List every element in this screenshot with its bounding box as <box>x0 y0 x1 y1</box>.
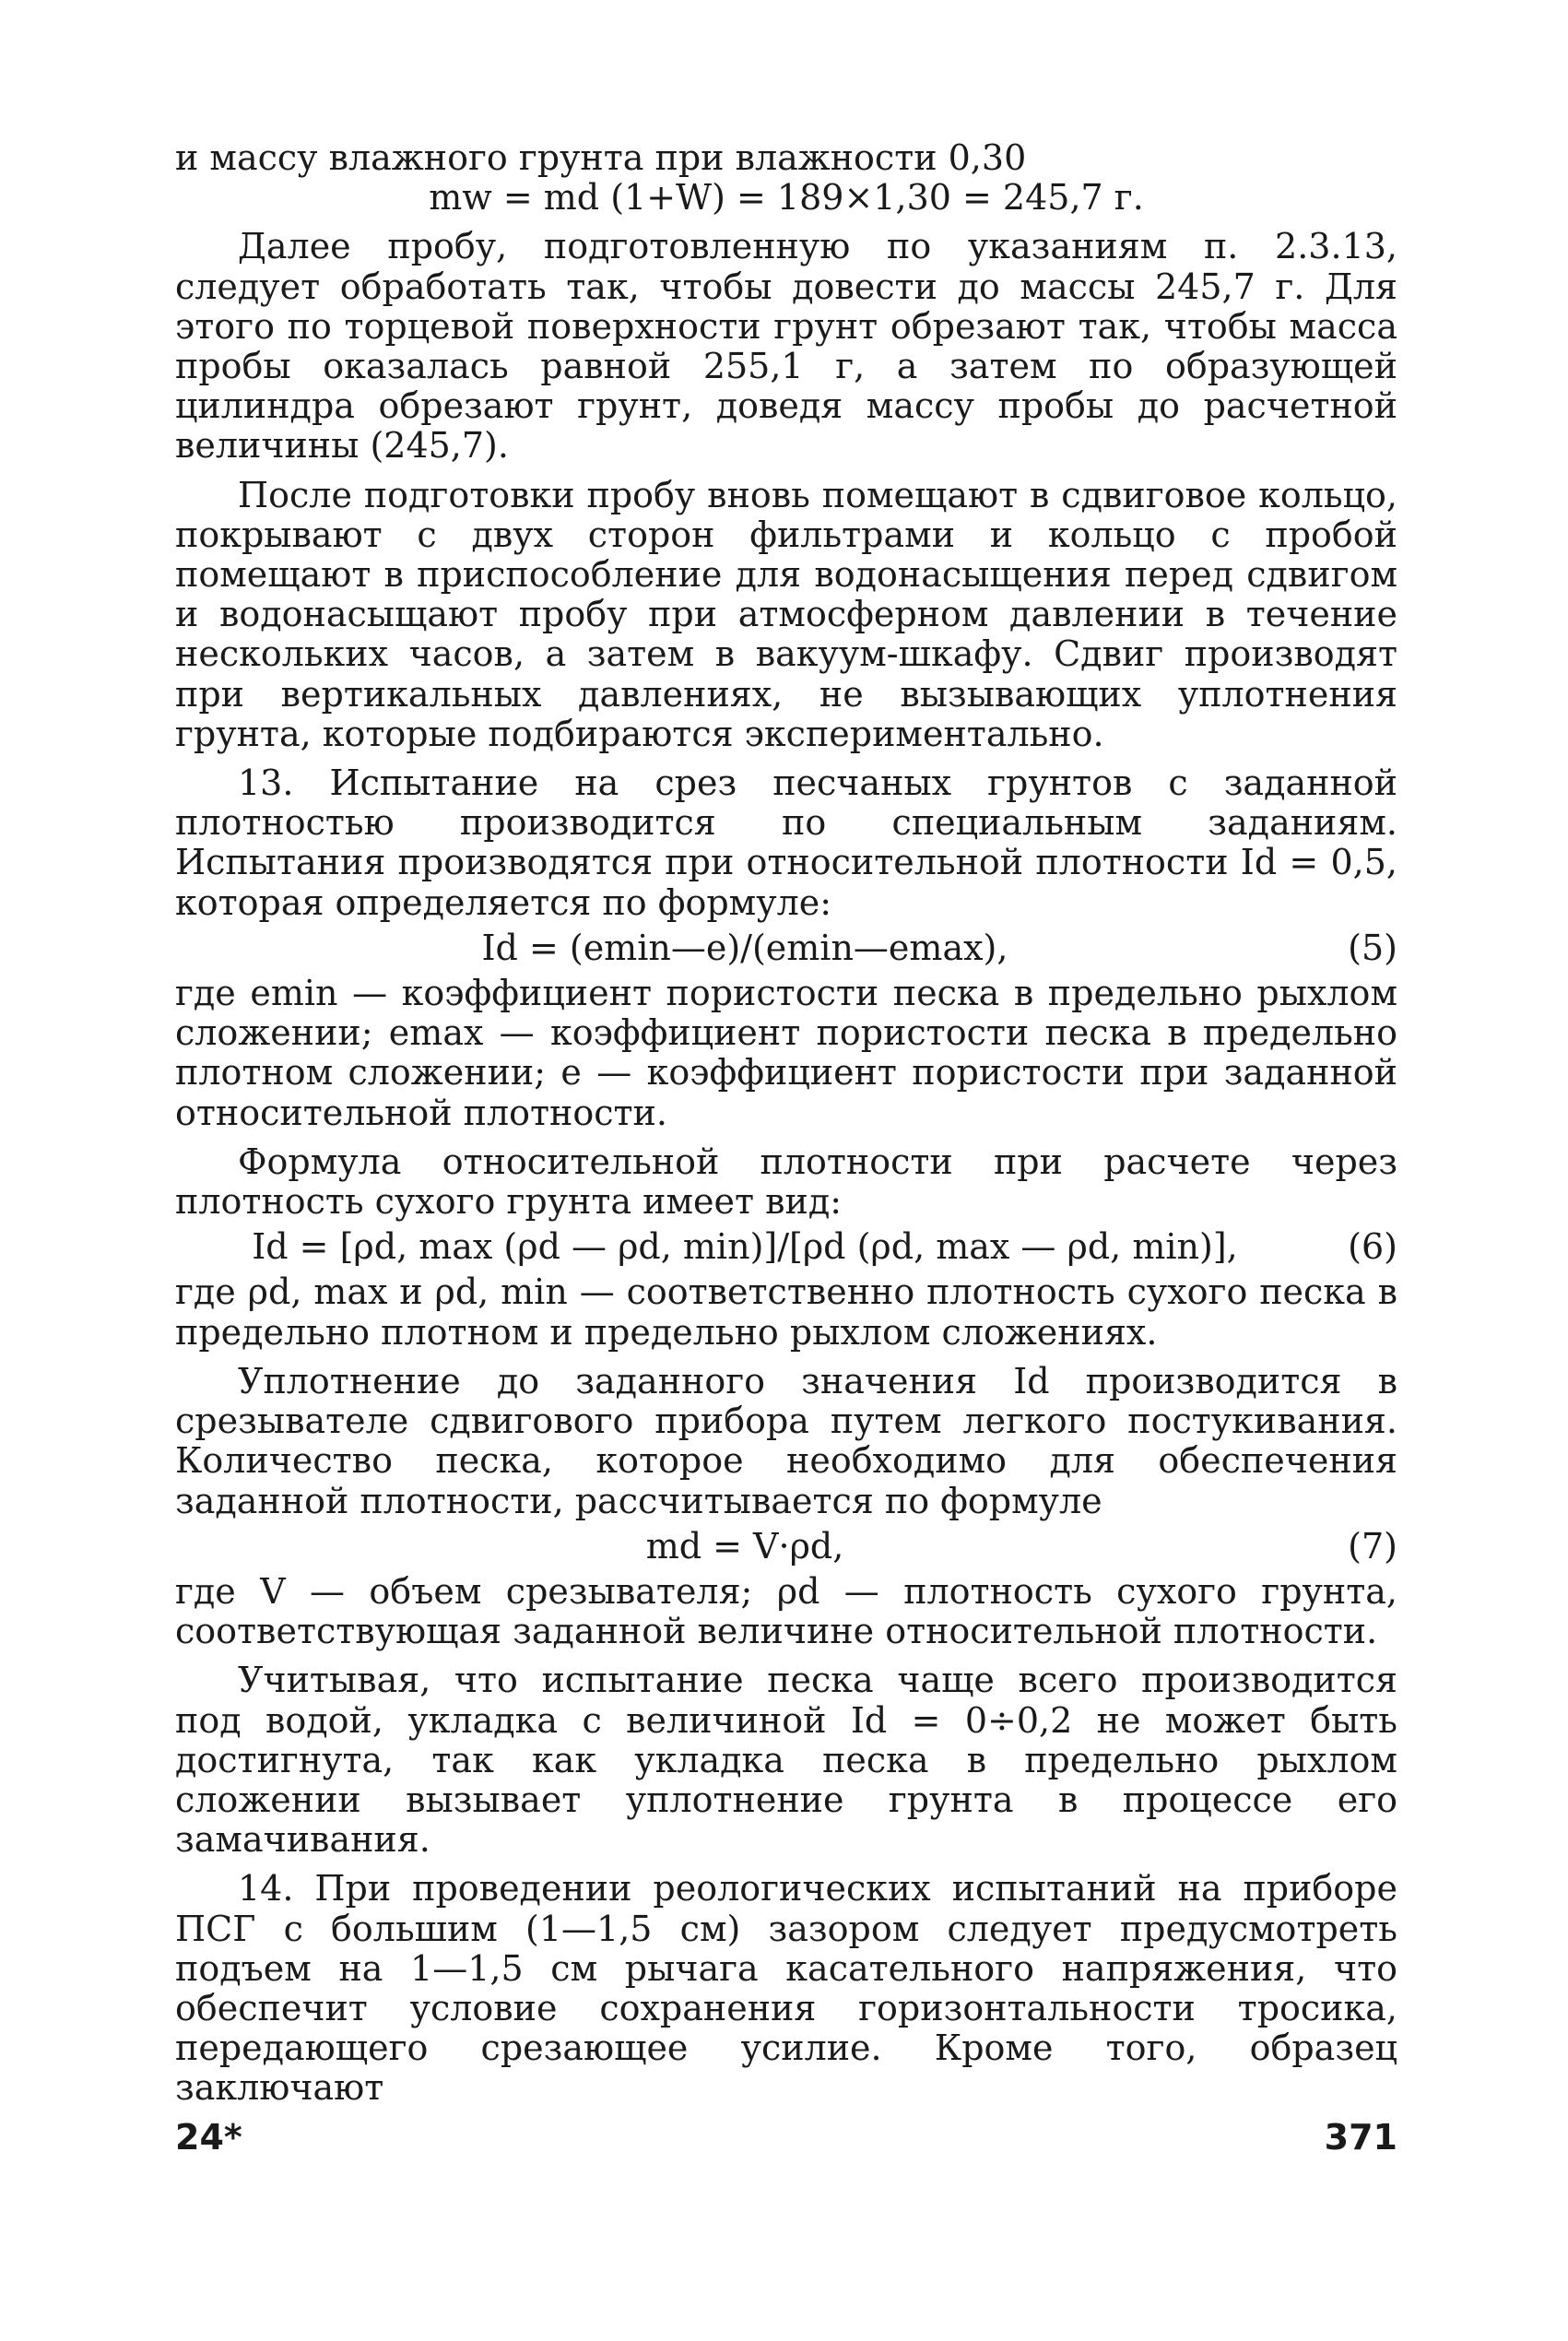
equation-5 <box>175 928 1397 968</box>
paragraph: Учитывая, что испытание песка чаще всего производится под водой, укладка с величиной Id = 0÷0,2 не может быть достигнута, так как укладка песка в предельно рыхлом сложении вызывает уплотнение грунта в процессе его замачивания. <box>175 1660 1397 1861</box>
equation: mw = md (1+W) = 189×1,30 = 245,7 г. <box>429 177 1144 219</box>
paragraph: где emin — коэффициент пористости песка в предельно рыхлом сложении; emax — коэффициент пористости песка в предельно плотном сложении; e — коэффициент пористости при заданной относительной плотности. <box>175 973 1397 1133</box>
equation-number: (7) <box>1348 1525 1397 1567</box>
paragraph: Далее пробу, подготовленную по указаниям п. 2.3.13, следует обработать так, чтобы довести до массы 245,7 г. Для этого по торцевой поверхности грунт обрезают так, чтобы масса пробы оказалась равной 255,1 г, а затем по образующей цилиндра обрезают грунт, доведя массу пробы до расчетной величины (245,7). <box>175 226 1397 467</box>
page-number: 371 <box>1324 2117 1397 2158</box>
equation-formula: Id = (emin—e)/(emin—emax), <box>481 927 1008 968</box>
paragraph: где V — объем срезывателя; ρd — плотность сухого грунта, соответствующая заданной величине относительной плотности. <box>175 1570 1397 1652</box>
paragraph: После подготовки пробу вновь помещают в сдвиговое кольцо, покрывают с двух сторон фильтрами и кольцо с пробой помещают в приспособление для водонасыщения перед сдвигом и водонасыщают пробу при атмосферном давлении в течение нескольких часов, а затем в вакуум-шкафу. Сдвиг производят при вертикальных давлениях, не вызывающих уплотнения грунта, которые подбираются экспериментально. <box>175 474 1397 754</box>
paragraph: и массу влажного грунта при влажности 0,30 <box>175 137 1027 178</box>
paragraph: 14. При проведении реологических испытаний на приборе ПСГ с большим (1—1,5 см) зазором следует предусмотреть подъем на 1—1,5 см рычага касательного напряжения, что обеспечит условие сохранения горизонтальности тросика, передающего срезающее усилие. Кроме того, образец заключают <box>175 1868 1397 2109</box>
equation-number: (5) <box>1348 927 1397 968</box>
paragraph: Уплотнение до заданного значения Id производится в срезывателе сдвигового прибора путем легкого постукивания. Количество песка, которое необходимо для обеспечения заданной плотности, рассчитывается по формуле <box>175 1360 1397 1521</box>
equation-number: (6) <box>1348 1226 1397 1268</box>
paragraph: 13. Испытание на срез песчаных грунтов с заданной плотностью производится по специальным заданиям. Испытания производятся при относительной плотности Id = 0,5, которая определяется по формуле: <box>175 763 1397 923</box>
equation-formula: Id = [ρd, max (ρd — ρd, min)]/[ρd (ρd, max — ρd, min)], <box>252 1226 1238 1268</box>
text-column <box>175 138 1397 2109</box>
paragraph: где ρd, max и ρd, min — соответственно плотность сухого песка в предельно плотном и предельно рыхлом сложениях. <box>175 1271 1397 1353</box>
page-footer <box>175 2117 1397 2158</box>
equation-7 <box>175 1527 1397 1567</box>
signature-mark: 24* <box>175 2117 242 2158</box>
paragraph: Формула относительной плотности при расчете через плотность сухого грунта имеет вид: <box>175 1141 1397 1223</box>
equation-formula: md = V·ρd, <box>645 1525 844 1567</box>
equation-6 <box>175 1227 1397 1267</box>
